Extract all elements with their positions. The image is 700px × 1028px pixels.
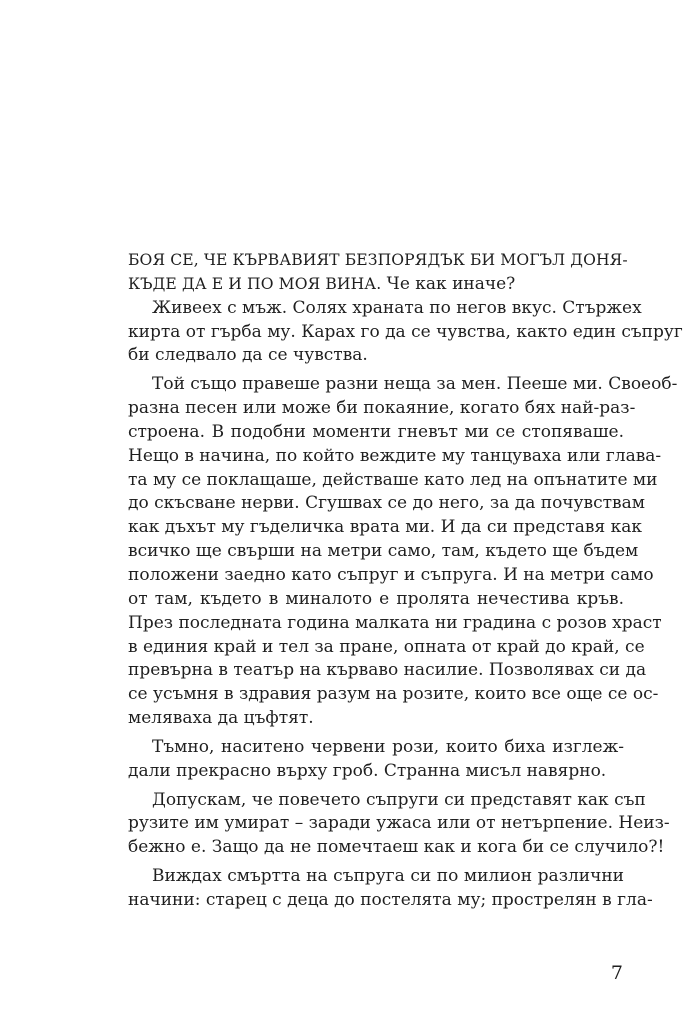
- text-line: кирта от гърба му. Карах го да се чувства, както един съпруг: [128, 321, 683, 342]
- text-line: През последната година малката ни градина с розов храст: [128, 612, 662, 633]
- text-line: БОЯ СЕ, ЧЕ КЪРВАВИЯТ БЕЗПОРЯДЪК БИ МОГЪЛ ДОНЯ-: [128, 251, 628, 269]
- text-line: меляваха да цъфтят.: [128, 708, 314, 729]
- text-line: Живеех с мъж. Солях храната по негов вкус. Стържех: [152, 297, 642, 318]
- text-line: се усъмня в здравия разум на розите, които все още се ос-: [128, 684, 659, 705]
- text-line: Виждах смъртта на съпруга си по милион различни: [152, 866, 624, 887]
- body-text: [128, 249, 683, 913]
- text-line: Той също правеше разни неща за мен. Пееше ми. Своеоб-: [152, 374, 678, 395]
- text-line: начини: старец с деца до постелята му; прострелян в гла-: [128, 889, 653, 910]
- text-line: от там, където в миналото е пролята нечестива кръв.: [128, 588, 624, 609]
- text-line: дали прекрасно върху гроб. Странна мисъл навярно.: [128, 760, 607, 781]
- text-line: строена. В подобни моменти гневът ми се стопяваше.: [128, 421, 624, 442]
- text-line: бежно е. Защо да не помечтаеш как и кога би се случило?!: [128, 837, 665, 858]
- text-line: та му се поклащаше, действаше като лед на опънатите ми: [128, 469, 658, 490]
- text-line: разна песен или може би покаяние, когато бях най-раз-: [128, 398, 636, 419]
- text-line: до скъсване нерви. Сгушвах се до него, за да почувствам: [128, 493, 645, 514]
- text-line: рузите им умират – заради ужаса или от нетърпение. Неиз-: [128, 813, 670, 834]
- text-line: би следвало да се чувства.: [128, 345, 368, 366]
- text-line: КЪДЕ ДА Е И ПО МОЯ ВИНА. Че как иначе?: [128, 273, 516, 294]
- text-line: превърна в театър на кърваво насилие. Позволявах си да: [128, 660, 647, 681]
- text-line: Нещо в начина, по който веждите му танцуваха или глава-: [128, 445, 662, 466]
- text-line: как дъхът му гъделичка врата ми. И да си представя как: [128, 517, 642, 538]
- text-line: Допускам, че повечето съпруги си представят как съп: [152, 789, 646, 810]
- text-line: положени заедно като съпруг и съпруга. И на метри само: [128, 564, 654, 585]
- text-line: в единия край и тел за пране, опната от край до край, се: [128, 636, 645, 657]
- page-number: 7: [610, 962, 623, 984]
- text-line: всичко ще свърши на метри само, там, където ще бъдем: [128, 541, 639, 562]
- text-line: Тъмно, наситено червени рози, които биха изглеж-: [152, 736, 624, 757]
